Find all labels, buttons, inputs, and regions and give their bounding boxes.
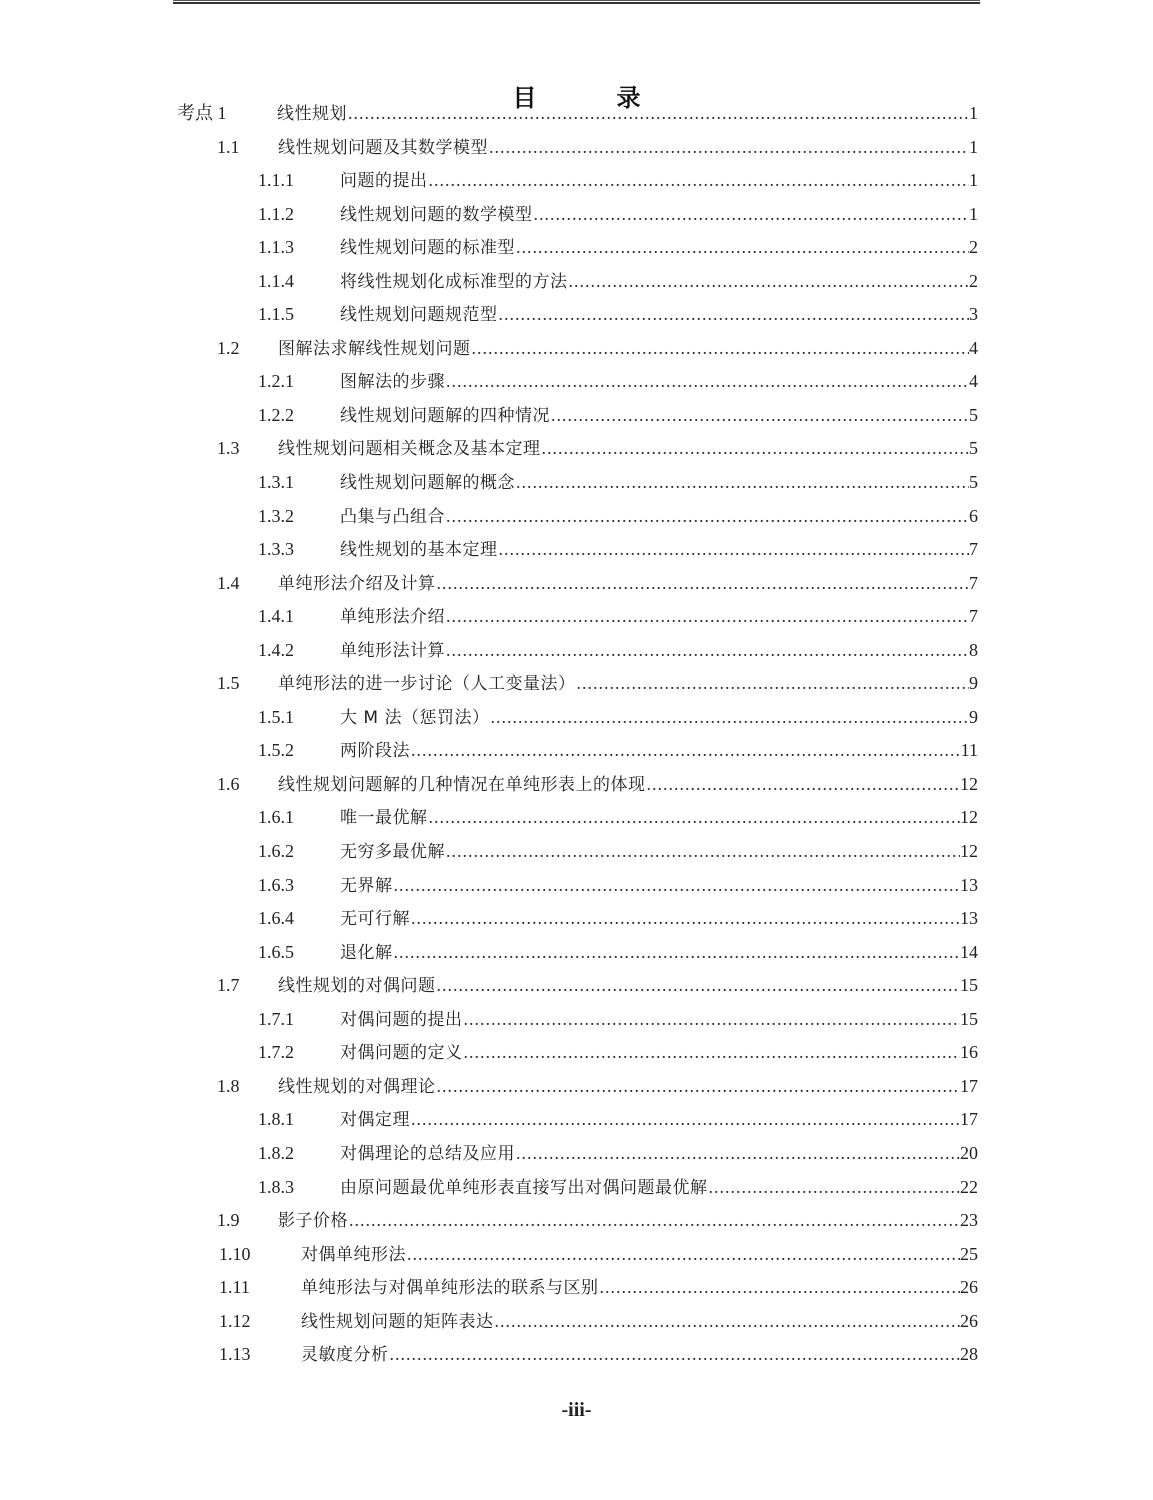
toc-entry-title: 单纯形法计算 xyxy=(340,640,445,661)
toc-entry-title: 线性规划 xyxy=(277,104,347,124)
toc-entry-page: 13 xyxy=(960,908,978,929)
dot-leader xyxy=(464,1036,961,1070)
toc-entry-title: 线性规划问题及其数学模型 xyxy=(278,137,488,158)
toc-entry[interactable] xyxy=(0,1238,1153,1272)
toc-entry-title: 线性规划问题的矩阵表达 xyxy=(301,1311,494,1332)
toc-entry-number: 1.6.2 xyxy=(258,841,294,862)
toc-entry-leader-line xyxy=(278,332,978,367)
dot-leader xyxy=(600,1271,961,1305)
toc-entry[interactable] xyxy=(0,1305,1153,1339)
toc-entry-leader-line xyxy=(278,1070,978,1105)
header-rule xyxy=(173,0,980,4)
toc-entry[interactable] xyxy=(0,332,1153,366)
toc-entry[interactable] xyxy=(0,265,1153,299)
toc-entry-title: 线性规划的对偶问题 xyxy=(278,976,436,997)
dot-leader xyxy=(464,1003,961,1037)
toc-entry-leader-line xyxy=(340,1103,978,1138)
toc-entry-page: 12 xyxy=(960,807,978,828)
dot-leader xyxy=(411,1103,960,1137)
dot-leader xyxy=(446,600,969,634)
dot-leader xyxy=(569,265,970,299)
toc-entry-title: 线性规划问题解的几种情况在单纯形表上的体现 xyxy=(278,774,646,795)
dot-leader xyxy=(534,198,970,232)
toc-entry-number: 1.6 xyxy=(217,773,240,794)
toc-entry[interactable] xyxy=(0,1137,1153,1171)
dot-leader xyxy=(446,365,969,399)
toc-entry-page: 15 xyxy=(960,975,978,996)
toc-entry-leader-line xyxy=(301,1238,978,1273)
dot-leader xyxy=(407,1238,960,1272)
dot-leader xyxy=(446,835,960,869)
dot-leader xyxy=(516,466,969,500)
dot-leader xyxy=(489,131,969,165)
toc-entry-title: 无可行解 xyxy=(340,909,410,930)
dot-leader xyxy=(411,902,960,936)
toc-entry-title: 问题的提出 xyxy=(340,171,428,192)
toc-entry[interactable] xyxy=(0,801,1153,835)
toc-entry-page: 22 xyxy=(960,1176,978,1197)
toc-entry[interactable] xyxy=(0,399,1153,433)
toc-entry-leader-line xyxy=(340,265,978,300)
toc-entry-leader-line xyxy=(277,97,978,132)
toc-entry-title: 凸集与凸组合 xyxy=(340,506,445,527)
dot-leader xyxy=(499,298,970,332)
dot-leader xyxy=(446,634,969,668)
toc-entry[interactable] xyxy=(0,1036,1153,1070)
dot-leader xyxy=(394,936,961,970)
toc-entry[interactable] xyxy=(0,365,1153,399)
table-of-contents xyxy=(0,97,1153,1372)
toc-entry-leader-line xyxy=(340,734,978,769)
toc-entry-number: 1.6.4 xyxy=(258,908,294,929)
toc-entry[interactable] xyxy=(0,231,1153,265)
toc-entry-page: 5 xyxy=(969,438,978,459)
toc-entry[interactable] xyxy=(0,1070,1153,1104)
toc-entry-leader-line xyxy=(340,1137,978,1172)
toc-entry-leader-line xyxy=(340,1171,978,1206)
toc-entry-number: 1.4.1 xyxy=(258,606,294,627)
toc-entry[interactable] xyxy=(0,936,1153,970)
toc-entry-number: 1.8 xyxy=(217,1075,240,1096)
toc-entry-title: 单纯形法介绍 xyxy=(340,607,445,628)
dot-leader xyxy=(429,164,970,198)
dot-leader xyxy=(348,97,969,131)
toc-entry-number: 1.3.1 xyxy=(258,472,294,493)
toc-entry[interactable] xyxy=(0,533,1153,567)
toc-entry-page: 2 xyxy=(969,270,978,291)
toc-entry-leader-line xyxy=(340,164,978,199)
toc-entry-title: 对偶问题的提出 xyxy=(340,1009,463,1030)
dot-leader xyxy=(551,399,969,433)
toc-entry-title: 无界解 xyxy=(340,875,393,896)
toc-entry-page: 4 xyxy=(969,337,978,358)
dot-leader xyxy=(516,1137,960,1171)
toc-entry[interactable] xyxy=(0,1003,1153,1037)
toc-entry-title: 对偶理论的总结及应用 xyxy=(340,1143,515,1164)
toc-entry-page: 1 xyxy=(969,136,978,157)
toc-entry-leader-line xyxy=(340,869,978,904)
toc-entry-number: 1.5 xyxy=(217,673,240,694)
dot-leader xyxy=(472,332,970,366)
toc-entry[interactable] xyxy=(0,835,1153,869)
toc-entry-page: 9 xyxy=(969,706,978,727)
toc-entry-number: 1.1.4 xyxy=(258,270,294,291)
toc-entry-page: 17 xyxy=(960,1109,978,1130)
toc-entry-leader-line xyxy=(340,1036,978,1071)
toc-entry-title: 唯一最优解 xyxy=(340,808,428,829)
toc-entry-number: 1.4 xyxy=(217,572,240,593)
dot-leader xyxy=(709,1171,961,1205)
dot-leader xyxy=(542,432,970,466)
toc-entry-number: 1.7.1 xyxy=(258,1008,294,1029)
toc-entry-number: 1.12 xyxy=(219,1310,251,1331)
toc-entry-page: 12 xyxy=(960,773,978,794)
toc-entry[interactable] xyxy=(0,869,1153,903)
toc-entry-title: 线性规划问题解的四种情况 xyxy=(340,405,550,426)
toc-entry-page: 5 xyxy=(969,472,978,493)
toc-entry-title: 两阶段法 xyxy=(340,741,410,762)
toc-entry-title: 单纯形法与对偶单纯形法的联系与区别 xyxy=(301,1278,599,1299)
dot-leader xyxy=(516,231,969,265)
toc-entry[interactable] xyxy=(0,701,1153,735)
toc-entry-page: 7 xyxy=(969,572,978,593)
toc-entry-number: 1.4.2 xyxy=(258,639,294,660)
toc-entry-title: 线性规划问题的标准型 xyxy=(340,238,515,259)
toc-entry-title: 无穷多最优解 xyxy=(340,842,445,863)
dot-leader xyxy=(390,1338,961,1372)
toc-entry-page: 12 xyxy=(960,841,978,862)
toc-entry-number: 1.3.3 xyxy=(258,539,294,560)
toc-entry[interactable] xyxy=(0,97,1153,131)
toc-entry-page: 6 xyxy=(969,505,978,526)
dot-leader xyxy=(429,801,961,835)
toc-entry-number: 1.7.2 xyxy=(258,1042,294,1063)
toc-entry-number: 1.1.3 xyxy=(258,237,294,258)
toc-entry-page: 4 xyxy=(969,371,978,392)
toc-entry-title: 对偶问题的定义 xyxy=(340,1043,463,1064)
toc-entry-leader-line xyxy=(340,936,978,971)
toc-entry-page: 1 xyxy=(969,203,978,224)
toc-entry-leader-line xyxy=(301,1305,978,1340)
toc-entry-leader-line xyxy=(278,131,978,166)
toc-entry-leader-line xyxy=(340,298,978,333)
toc-entry-leader-line xyxy=(340,600,978,635)
toc-entry-number: 1.2.1 xyxy=(258,371,294,392)
toc-entry-leader-line xyxy=(340,365,978,400)
toc-entry-number: 1.6.5 xyxy=(258,941,294,962)
toc-entry[interactable] xyxy=(0,198,1153,232)
toc-entry-page: 9 xyxy=(969,673,978,694)
toc-entry-page: 15 xyxy=(960,1008,978,1029)
toc-entry-page: 14 xyxy=(960,941,978,962)
toc-entry-page: 25 xyxy=(960,1243,978,1264)
toc-entry-number: 1.1.5 xyxy=(258,304,294,325)
toc-entry-number: 1.1 xyxy=(217,136,240,157)
toc-entry-page: 13 xyxy=(960,874,978,895)
toc-entry-leader-line xyxy=(340,801,978,836)
toc-entry-leader-line xyxy=(340,533,978,568)
toc-entry-title: 线性规划问题解的概念 xyxy=(340,473,515,494)
toc-entry-leader-line xyxy=(340,902,978,937)
toc-entry-leader-line xyxy=(301,1271,978,1306)
toc-entry-leader-line xyxy=(340,1003,978,1038)
toc-entry-leader-line xyxy=(278,1204,978,1239)
toc-entry-leader-line xyxy=(278,969,978,1004)
toc-entry-title: 对偶单纯形法 xyxy=(301,1244,406,1265)
toc-entry-page: 28 xyxy=(960,1344,978,1365)
toc-entry-page: 23 xyxy=(960,1210,978,1231)
toc-entry-page: 7 xyxy=(969,539,978,560)
toc-entry-title: 线性规划问题规范型 xyxy=(340,305,498,326)
toc-entry-number: 1.8.3 xyxy=(258,1176,294,1197)
toc-entry-number: 1.9 xyxy=(217,1210,240,1231)
dot-leader xyxy=(437,1070,961,1104)
toc-entry-page: 26 xyxy=(960,1310,978,1331)
toc-entry[interactable] xyxy=(0,298,1153,332)
toc-entry-title: 单纯形法的进一步讨论（人工变量法） xyxy=(278,674,576,695)
toc-entry-page: 20 xyxy=(960,1142,978,1163)
page-title: 目 录 xyxy=(512,84,669,113)
toc-entry-title: 由原问题最优单纯形表直接写出对偶问题最优解 xyxy=(340,1177,708,1198)
toc-entry[interactable] xyxy=(0,1271,1153,1305)
dot-leader xyxy=(490,701,969,735)
dot-leader xyxy=(446,500,969,534)
toc-entry-number: 1.7 xyxy=(217,975,240,996)
toc-entry-number: 1.1.2 xyxy=(258,203,294,224)
toc-entry-number: 1.5.2 xyxy=(258,740,294,761)
toc-entry[interactable] xyxy=(0,768,1153,802)
toc-entry-page: 5 xyxy=(969,404,978,425)
toc-entry-leader-line xyxy=(301,1338,978,1373)
toc-entry-number: 1.8.2 xyxy=(258,1142,294,1163)
toc-entry-number: 1.5.1 xyxy=(258,706,294,727)
dot-leader xyxy=(349,1204,960,1238)
toc-entry-number: 1.6.3 xyxy=(258,874,294,895)
toc-entry-title: 线性规划问题相关概念及基本定理 xyxy=(278,439,541,460)
toc-entry-leader-line xyxy=(278,567,978,602)
toc-entry-number: 1.3 xyxy=(217,438,240,459)
toc-entry-leader-line xyxy=(340,634,978,669)
toc-entry-leader-line xyxy=(278,768,978,803)
toc-entry-page: 26 xyxy=(960,1277,978,1298)
toc-entry-number: 1.2 xyxy=(217,337,240,358)
toc-entry-leader-line xyxy=(340,701,978,736)
toc-entry-page: 1 xyxy=(969,103,978,123)
toc-entry[interactable] xyxy=(0,600,1153,634)
toc-entry-leader-line xyxy=(278,667,978,702)
dot-leader xyxy=(577,667,970,701)
toc-entry-number: 考点 1 xyxy=(177,103,227,123)
toc-entry[interactable] xyxy=(0,667,1153,701)
toc-entry-title: 图解法的步骤 xyxy=(340,372,445,393)
toc-entry[interactable] xyxy=(0,500,1153,534)
toc-entry-number: 1.13 xyxy=(219,1344,251,1365)
toc-entry-leader-line xyxy=(340,399,978,434)
toc-entry-leader-line xyxy=(340,198,978,233)
toc-entry-title: 影子价格 xyxy=(278,1211,348,1232)
dot-leader xyxy=(394,869,961,903)
toc-entry[interactable] xyxy=(0,634,1153,668)
toc-entry-leader-line xyxy=(340,466,978,501)
toc-entry[interactable] xyxy=(0,131,1153,165)
dot-leader xyxy=(495,1305,961,1339)
toc-entry-page: 8 xyxy=(969,639,978,660)
toc-entry-title: 线性规划问题的数学模型 xyxy=(340,204,533,225)
toc-entry[interactable] xyxy=(0,1171,1153,1205)
toc-entry-title: 图解法求解线性规划问题 xyxy=(278,338,471,359)
toc-entry[interactable] xyxy=(0,1103,1153,1137)
toc-entry-page: 16 xyxy=(960,1042,978,1063)
dot-leader xyxy=(437,567,970,601)
toc-entry-page: 3 xyxy=(969,304,978,325)
toc-entry[interactable] xyxy=(0,1204,1153,1238)
toc-entry-number: 1.6.1 xyxy=(258,807,294,828)
toc-entry[interactable] xyxy=(0,432,1153,466)
dot-leader xyxy=(499,533,970,567)
toc-entry-page: 11 xyxy=(960,740,978,761)
toc-entry[interactable] xyxy=(0,567,1153,601)
toc-entry-page: 2 xyxy=(969,237,978,258)
toc-entry[interactable] xyxy=(0,1338,1153,1372)
toc-entry-title: 线性规划的对偶理论 xyxy=(278,1076,436,1097)
toc-entry-title: 大 M 法（惩罚法） xyxy=(340,707,490,728)
toc-entry-page: 17 xyxy=(960,1075,978,1096)
toc-entry-title: 灵敏度分析 xyxy=(301,1345,389,1366)
toc-entry-page: 7 xyxy=(969,606,978,627)
toc-entry-number: 1.11 xyxy=(219,1277,250,1298)
toc-entry-title: 对偶定理 xyxy=(340,1110,410,1131)
toc-entry[interactable] xyxy=(0,969,1153,1003)
toc-entry-leader-line xyxy=(340,231,978,266)
toc-entry-leader-line xyxy=(340,500,978,535)
toc-entry-leader-line xyxy=(340,835,978,870)
toc-entry[interactable] xyxy=(0,164,1153,198)
toc-entry-number: 1.10 xyxy=(219,1243,251,1264)
toc-entry-leader-line xyxy=(278,432,978,467)
dot-leader xyxy=(647,768,961,802)
toc-entry-title: 单纯形法介绍及计算 xyxy=(278,573,436,594)
toc-entry-number: 1.2.2 xyxy=(258,404,294,425)
toc-entry-number: 1.1.1 xyxy=(258,170,294,191)
toc-entry-number: 1.8.1 xyxy=(258,1109,294,1130)
dot-leader xyxy=(411,734,961,768)
toc-entry[interactable] xyxy=(0,734,1153,768)
toc-entry-title: 线性规划的基本定理 xyxy=(340,540,498,561)
toc-entry-page: 1 xyxy=(969,170,978,191)
toc-entry[interactable] xyxy=(0,466,1153,500)
toc-entry-title: 退化解 xyxy=(340,942,393,963)
toc-entry[interactable] xyxy=(0,902,1153,936)
dot-leader xyxy=(437,969,961,1003)
toc-entry-number: 1.3.2 xyxy=(258,505,294,526)
toc-entry-title: 将线性规划化成标准型的方法 xyxy=(340,271,568,292)
page-number: -iii- xyxy=(561,1399,592,1421)
